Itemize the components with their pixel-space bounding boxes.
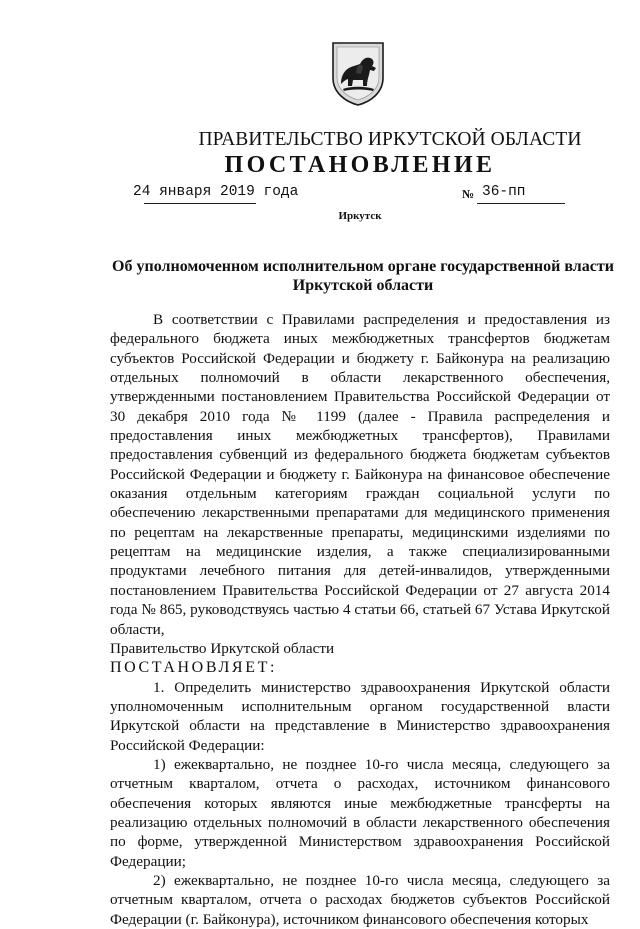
sub-item-1-paragraph: 1) ежеквартально, не позднее 10-го числа месяца, следующего за отчетным кварталом, отчета о расходах, источником финансового обеспечения которых являются иные межбюджетные трансферты на реализацию отдельных полномочий в области лекарственного обеспечения по форме, утвержденной Министерством здравоохранения Российской Федерации;	[110, 755, 610, 870]
sub-item-2-paragraph: 2) ежеквартально, не позднее 10-го числа месяца, следующего за отчетным кварталом, отчета о расходах бюджетов субъектов Российской Федерации (г. Байконура), источником финансового обеспечения которых	[110, 871, 610, 928]
subject-line-2: Иркутской области	[292, 276, 434, 294]
document-date: 24 января 2019 года	[133, 184, 299, 200]
decree-heading: ПОСТАНОВЛЯЕТ:	[110, 659, 277, 677]
government-name: ПРАВИТЕЛЬСТВО ИРКУТСКОЙ ОБЛАСТИ	[198, 129, 582, 150]
document-body	[110, 310, 610, 929]
preamble-paragraph: В соответствии с Правилами распределения и предоставления из федерального бюджета иных межбюджетных трансфертов бюджетам субъектов Российской Федерации и бюджету г. Байконура на реализацию отдельных полномочий в области лекарственного обеспечения, утвержденными постановлением Правительства Российской Федерации от 30 декабря 2010 года № 1199 (далее - Правила распределения и предоставления иных межбюджетных трансфертов), Правилами предоставления субвенций из федерального бюджета бюджетам субъектов Российской Федерации и бюджету г. Байконура на финансовое обеспечение оказания отдельным категориям граждан социальной услуги по обеспечению лекарственными препаратами для медицинского применения по рецептам на лекарственные препараты, медицинскими изделиями по рецептам на медицинские изделия, а также специализированными продуктами лечебного питания для детей-инвалидов, утвержденными постановлением Правительства Российской Федерации от 27 августа 2014 года № 865, руководствуясь частью 4 статьи 66, статьей 67 Устава Иркутской области,	[110, 311, 610, 638]
number-label: №	[462, 187, 475, 201]
signer-line: Правительство Иркутской области	[110, 639, 335, 657]
document-number: 36-пп	[482, 184, 526, 200]
subject-line-1: Об уполномоченном исполнительном органе государственной власти	[112, 258, 614, 275]
document-subject	[96, 258, 630, 295]
number-underline	[477, 203, 565, 204]
date-underline	[144, 203, 256, 204]
irkutsk-coat-of-arms-icon	[330, 40, 386, 106]
document-city: Иркутск	[338, 210, 382, 222]
document-type-title: ПОСТАНОВЛЕНИЕ	[224, 152, 496, 178]
item-1-paragraph: 1. Определить министерство здравоохранения Иркутской области уполномоченным исполнительным органом государственной власти Иркутской области на представление в Министерство здравоохранения Российской Федерации:	[110, 678, 610, 754]
